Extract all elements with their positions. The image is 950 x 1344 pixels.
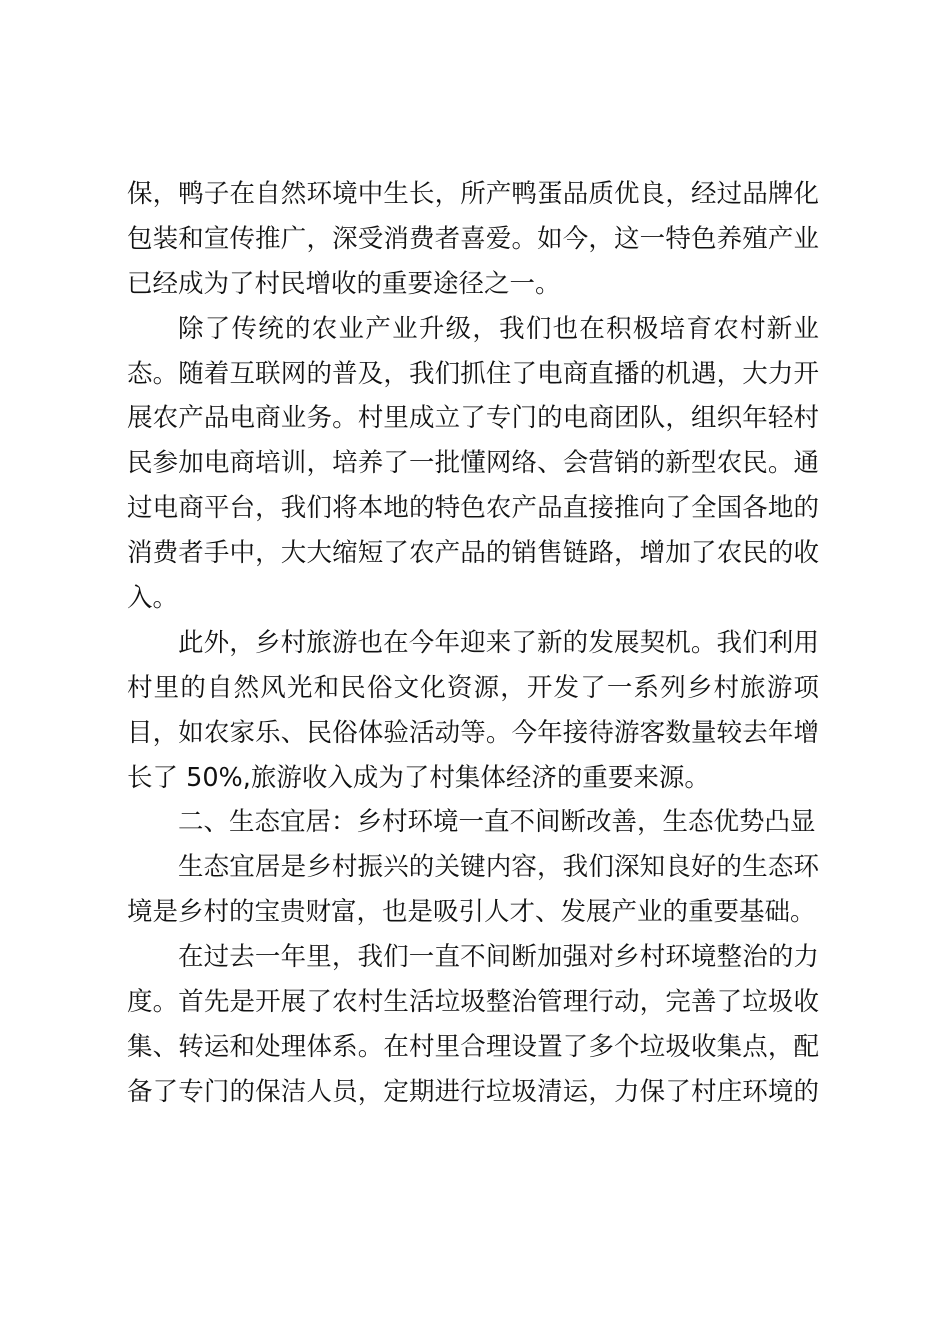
text-line: 民参加电商培训，培养了一批懂网络、会营销的新型农民。通: [127, 448, 819, 479]
text-line: 备了专门的保洁人员，定期进行垃圾清运，力保了村庄环境的: [127, 1076, 819, 1107]
text-line: 已经成为了村民增收的重要途径之一。: [127, 268, 561, 299]
text-line: 村里的自然风光和民俗文化资源，开发了一系列乡村旅游项: [127, 672, 819, 703]
text-line: 展农产品电商业务。村里成立了专门的电商团队，组织年轻村: [127, 403, 819, 434]
paragraph-first-line: 生态宜居是乡村振兴的关键内容，我们深知良好的生态环: [178, 852, 819, 883]
text-line: 长了 50%,旅游收入成为了村集体经济的重要来源。: [127, 762, 710, 793]
text-line: 集、转运和处理体系。在村里合理设置了多个垃圾收集点，配: [127, 1031, 819, 1062]
paragraph-first-line: 此外，乡村旅游也在今年迎来了新的发展契机。我们利用: [178, 627, 819, 658]
text-line: 态。随着互联网的普及，我们抓住了电商直播的机遇，大力开: [127, 358, 819, 389]
text-line: 境是乡村的宝贵财富，也是吸引人才、发展产业的重要基础。: [127, 897, 816, 928]
text-line: 目，如农家乐、民俗体验活动等。今年接待游客数量较去年增: [127, 717, 819, 748]
text-line: 消费者手中，大大缩短了农产品的销售链路，增加了农民的收: [127, 538, 819, 569]
paragraph-first-line: 在过去一年里，我们一直不间断加强对乡村环境整治的力: [178, 942, 819, 973]
text-line: 保，鸭子在自然环境中生长，所产鸭蛋品质优良，经过品牌化: [127, 179, 819, 209]
body-text: [127, 172, 819, 1115]
text-line: 过电商平台，我们将本地的特色农产品直接推向了全国各地的: [127, 493, 819, 524]
paragraph-first-line: 除了传统的农业产业升级，我们也在积极培育农村新业: [178, 313, 819, 344]
text-line: 入。: [127, 583, 179, 614]
text-line: 包装和宣传推广，深受消费者喜爱。如今，这一特色养殖产业: [127, 223, 819, 254]
paragraph-first-line: 二、生态宜居：乡村环境一直不间断改善，生态优势凸显: [178, 807, 816, 838]
text-line: 度。首先是开展了农村生活垃圾整治管理行动，完善了垃圾收: [127, 987, 819, 1018]
